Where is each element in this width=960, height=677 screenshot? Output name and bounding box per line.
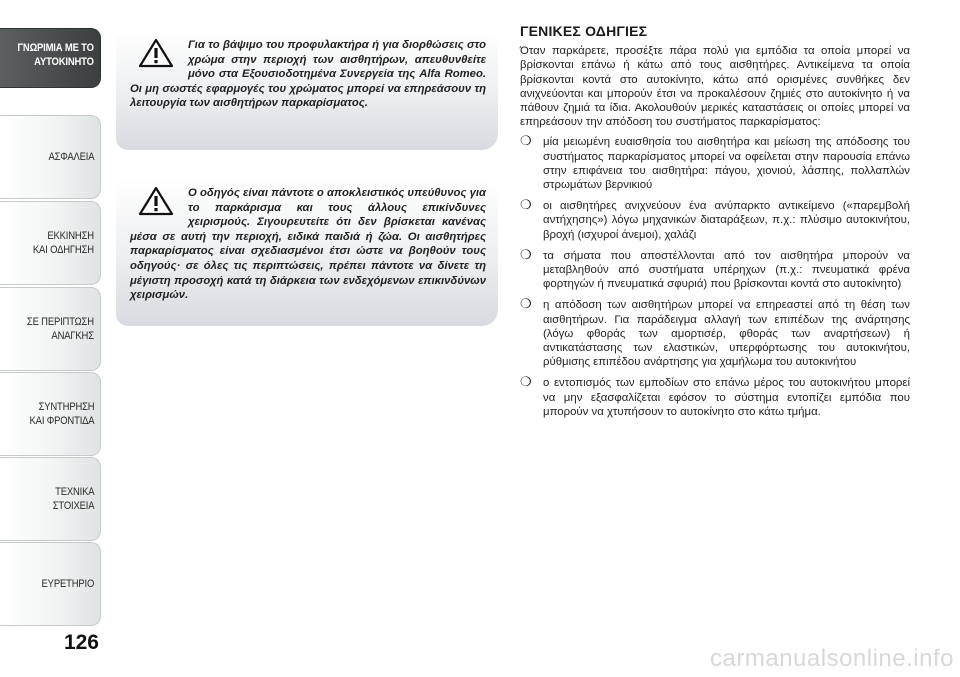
bullet-icon: ❍ xyxy=(520,133,532,149)
intro-paragraph: Όταν παρκάρετε, προσέξτε πάρα πολύ για εμπόδια τα οποία μπορεί να βρίσκονται επάνω ή κάτω από τους αισθητήρες. Αντικείμενα τα οποία βρίσκονται κοντά στο αυτοκίνητο, κάτω από ορισμένες συνθήκες δεν ανιχνεύονται και μπορούν έτσι να προκαλέσουν ζημιές στο αυτοκίνητο ή να πάθουν ζημιά τα ίδια. Ακολουθούν μερικές καταστάσεις οι οποίες μπορεί να επηρεάσουν την απόδοση του συστήματος παρκαρίσματος: xyxy=(520,45,910,129)
tab-maintenance[interactable] xyxy=(0,372,101,456)
tab-safety[interactable] xyxy=(0,115,101,199)
tab-technical-data[interactable] xyxy=(0,457,101,541)
list-item xyxy=(520,376,910,419)
tab-label: ΑΣΦΑΛΕΙΑ xyxy=(48,151,94,163)
list-item-text: οι αισθητήρες ανιχνεύουν ένα ανύπαρκτο αντικείμενο («παρεμβολή αντήχησης») λόγω μηχανικών διαταράξεων, π.χ.: πλύσιμο αυτοκινήτου, βροχή (ισχυροί άνεμοι), χαλάζι xyxy=(543,200,910,241)
warning-box-paint xyxy=(116,30,498,150)
list-item xyxy=(520,135,910,192)
list-item xyxy=(520,199,910,242)
watermark: carmanualsonline.info xyxy=(710,645,954,672)
tab-getting-to-know-car[interactable] xyxy=(0,28,101,88)
list-item-text: ο εντοπισμός των εμποδίων στο επάνω μέρος του αυτοκινήτου μπορεί να μην εξασφαλίζεται εφόσον το σύστημα εντοπίζει εμπόδια που μπορούν να χτυπήσουν το αυτοκίνητο στο κάτω τμήμα. xyxy=(543,377,910,418)
tab-label: ΕΚΚΙΝΗΣΗ ΚΑΙ ΟΔΗΓΗΣΗ xyxy=(32,230,94,256)
tab-label: ΕΥΡΕΤΗΡΙΟ xyxy=(41,578,94,590)
bullet-icon: ❍ xyxy=(520,296,532,312)
warning-text: Ο οδηγός είναι πάντοτε ο αποκλειστικός υπεύθυνος για το παρκάρισμα και τους άλλους επικίνδυνες χειρισμούς. Σιγουρευτείτε ότι δεν βρίσκεται κανένας μέσα σε αυτή την περιοχή, ειδικά παιδιά ή ζώα. Οι αισθητήρες παρκαρίσματος είναι σχεδιασμένοι έτσι ώστε να βοηθούν τους οδηγούς· σε όλες τις περιπτώσεις, πρέπει πάντοτε να δίνετε τη μέγιστη προσοχή κατά τη διάρκεια των ενδεχόμενων επικινδύνων χειρισμών. xyxy=(130,187,486,302)
tab-starting-driving[interactable] xyxy=(0,201,101,285)
warning-box-driver xyxy=(116,178,498,326)
warning-triangle-icon xyxy=(138,186,174,216)
bullet-icon: ❍ xyxy=(520,246,532,262)
warning-triangle-icon xyxy=(138,38,174,68)
list-item-text: τα σήματα που αποστέλλονται από τον αισθητήρα μπορούν να μεταβληθούν από συστήματα υπέρηχων (π.χ.: πνευματικά φρένα φορτηγών ή πνευματικά σφυριά) που βρίσκονται κοντά στο αυτοκίνητο) xyxy=(543,249,910,291)
bullet-icon: ❍ xyxy=(520,197,532,213)
page-number: 126 xyxy=(63,631,99,654)
list-item-text: μία μειωμένη ευαισθησία του αισθητήρα και μείωση της απόδοσης του συστήματος παρκαρίσματος μπορεί να οφείλεται στην παρουσία επάνω στην επιφάνεια του αισθητήρα: πάγου, χιονιού, λάσπης, πολλαπλών στρωμάτων βερνικιού xyxy=(543,136,910,192)
bullet-icon: ❍ xyxy=(520,374,532,390)
warning-text: Για το βάψιμο του προφυλακτήρα ή για διορθώσεις στο χρώμα στην περιοχή των αισθητήρων, απευθυνθείτε μόνο στα Εξουσιοδοτημένα Συνεργεία της Alfa Romeo. Οι μη σωστές εφαρμογές του χρώματος μπορεί να επηρεάσουν τη λειτουργία των αισθητήρων παρκαρίσματος. xyxy=(130,39,486,110)
list-item xyxy=(520,246,910,292)
list-item-text: η απόδοση των αισθητήρων μπορεί να επηρεαστεί από τη θέση των αισθητήρων. Για παράδειγμα αλλαγή των επιπέδων της ανάρτησης (λόγω φθοράς των αμορτισέρ, φθοράς των αναρτήσεων) ή αντικατάστασης των ελαστικών, υπερφόρτωσης του αυτοκινήτου, ρύθμισης επιπέδου ανάρτησης για χαμήλωμα του αυτοκινήτου xyxy=(543,299,910,369)
tab-label: ΤΕΧΝΙΚΑ ΣΤΟΙΧΕΙΑ xyxy=(52,486,94,512)
conditions-list xyxy=(520,135,910,419)
tab-label: ΣΥΝΤΗΡΗΣΗ ΚΑΙ ΦΡΟΝΤΙΔΑ xyxy=(29,401,94,427)
tab-emergency[interactable] xyxy=(0,287,101,371)
tab-label: ΓΝΩΡΙΜΙΑ ΜΕ ΤΟ ΑΥΤΟΚΙΝΗΤΟ xyxy=(17,42,94,68)
general-instructions xyxy=(520,24,910,426)
section-heading: ΓΕΝΙΚΕΣ ΟΔΗΓΙΕΣ xyxy=(520,23,648,39)
list-item xyxy=(520,298,910,369)
tab-index[interactable] xyxy=(0,542,101,626)
tab-label: ΣΕ ΠΕΡΙΠΤΩΣΗ ΑΝΑΓΚΗΣ xyxy=(26,316,94,342)
